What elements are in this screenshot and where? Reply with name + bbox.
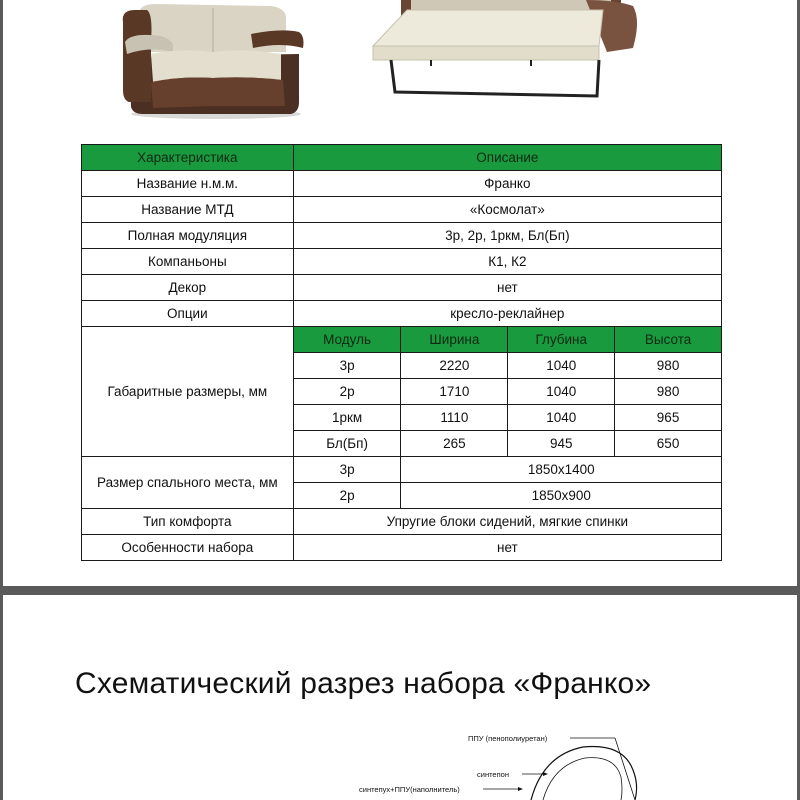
dim-header-width: Ширина <box>401 327 508 353</box>
cross-section-diagram <box>3 595 797 800</box>
dim-module: 1ркм <box>293 405 401 431</box>
dim-depth: 945 <box>508 431 615 457</box>
sleeping-module: 2р <box>293 483 401 509</box>
row-label: Название н.м.м. <box>82 171 294 197</box>
section-page <box>3 595 797 800</box>
dim-width: 1110 <box>401 405 508 431</box>
table-row <box>82 509 722 535</box>
row-label: Декор <box>82 275 294 301</box>
row-value: «Космолат» <box>293 197 721 223</box>
dim-module: Бл(Бп) <box>293 431 401 457</box>
dim-header-height: Высота <box>615 327 722 353</box>
sleeping-size: 1850x1400 <box>401 457 722 483</box>
sofa-image <box>121 2 306 120</box>
table-row <box>82 171 722 197</box>
label-sintepon: синтепон <box>477 770 509 779</box>
dimensions-label: Габаритные размеры, мм <box>82 327 294 457</box>
dimensions-header-row <box>82 327 722 353</box>
comfort-value: Упругие блоки сидений, мягкие спинки <box>293 509 721 535</box>
header-characteristic: Характеристика <box>82 145 294 171</box>
sofa-bed-image <box>371 0 641 100</box>
table-row <box>82 223 722 249</box>
sleeping-row <box>82 457 722 483</box>
row-value: 3р, 2р, 1ркм, Бл(Бп) <box>293 223 721 249</box>
sleeping-module: 3р <box>293 457 401 483</box>
dim-header-depth: Глубина <box>508 327 615 353</box>
row-value: К1, К2 <box>293 249 721 275</box>
table-row <box>82 275 722 301</box>
dim-height: 980 <box>615 353 722 379</box>
features-label: Особенности набора <box>82 535 294 561</box>
row-label: Опции <box>82 301 294 327</box>
row-label: Компаньоны <box>82 249 294 275</box>
row-label: Название МТД <box>82 197 294 223</box>
row-label: Полная модуляция <box>82 223 294 249</box>
dim-module: 2р <box>293 379 401 405</box>
sleeping-size: 1850x900 <box>401 483 722 509</box>
dim-module: 3р <box>293 353 401 379</box>
dim-header-module: Модуль <box>293 327 401 353</box>
dim-depth: 1040 <box>508 379 615 405</box>
row-value: кресло-реклайнер <box>293 301 721 327</box>
dim-width: 265 <box>401 431 508 457</box>
table-row <box>82 535 722 561</box>
features-value: нет <box>293 535 721 561</box>
dim-depth: 1040 <box>508 405 615 431</box>
dim-width: 2220 <box>401 353 508 379</box>
comfort-label: Тип комфорта <box>82 509 294 535</box>
dim-height: 650 <box>615 431 722 457</box>
spec-table <box>81 144 722 561</box>
table-header-row <box>82 145 722 171</box>
dim-height: 965 <box>615 405 722 431</box>
label-sintepuh: синтепух+ППУ(наполнитель) <box>359 785 460 794</box>
table-row <box>82 197 722 223</box>
spec-page <box>3 0 797 586</box>
dim-depth: 1040 <box>508 353 615 379</box>
label-ppu: ППУ (пенополиуретан) <box>468 734 548 743</box>
row-value: нет <box>293 275 721 301</box>
sleeping-label: Размер спального места, мм <box>82 457 294 509</box>
header-description: Описание <box>293 145 721 171</box>
dim-width: 1710 <box>401 379 508 405</box>
section-title: Схематический разрез набора «Франко» <box>75 667 652 700</box>
table-row <box>82 301 722 327</box>
table-row <box>82 249 722 275</box>
row-value: Франко <box>293 171 721 197</box>
dim-height: 980 <box>615 379 722 405</box>
